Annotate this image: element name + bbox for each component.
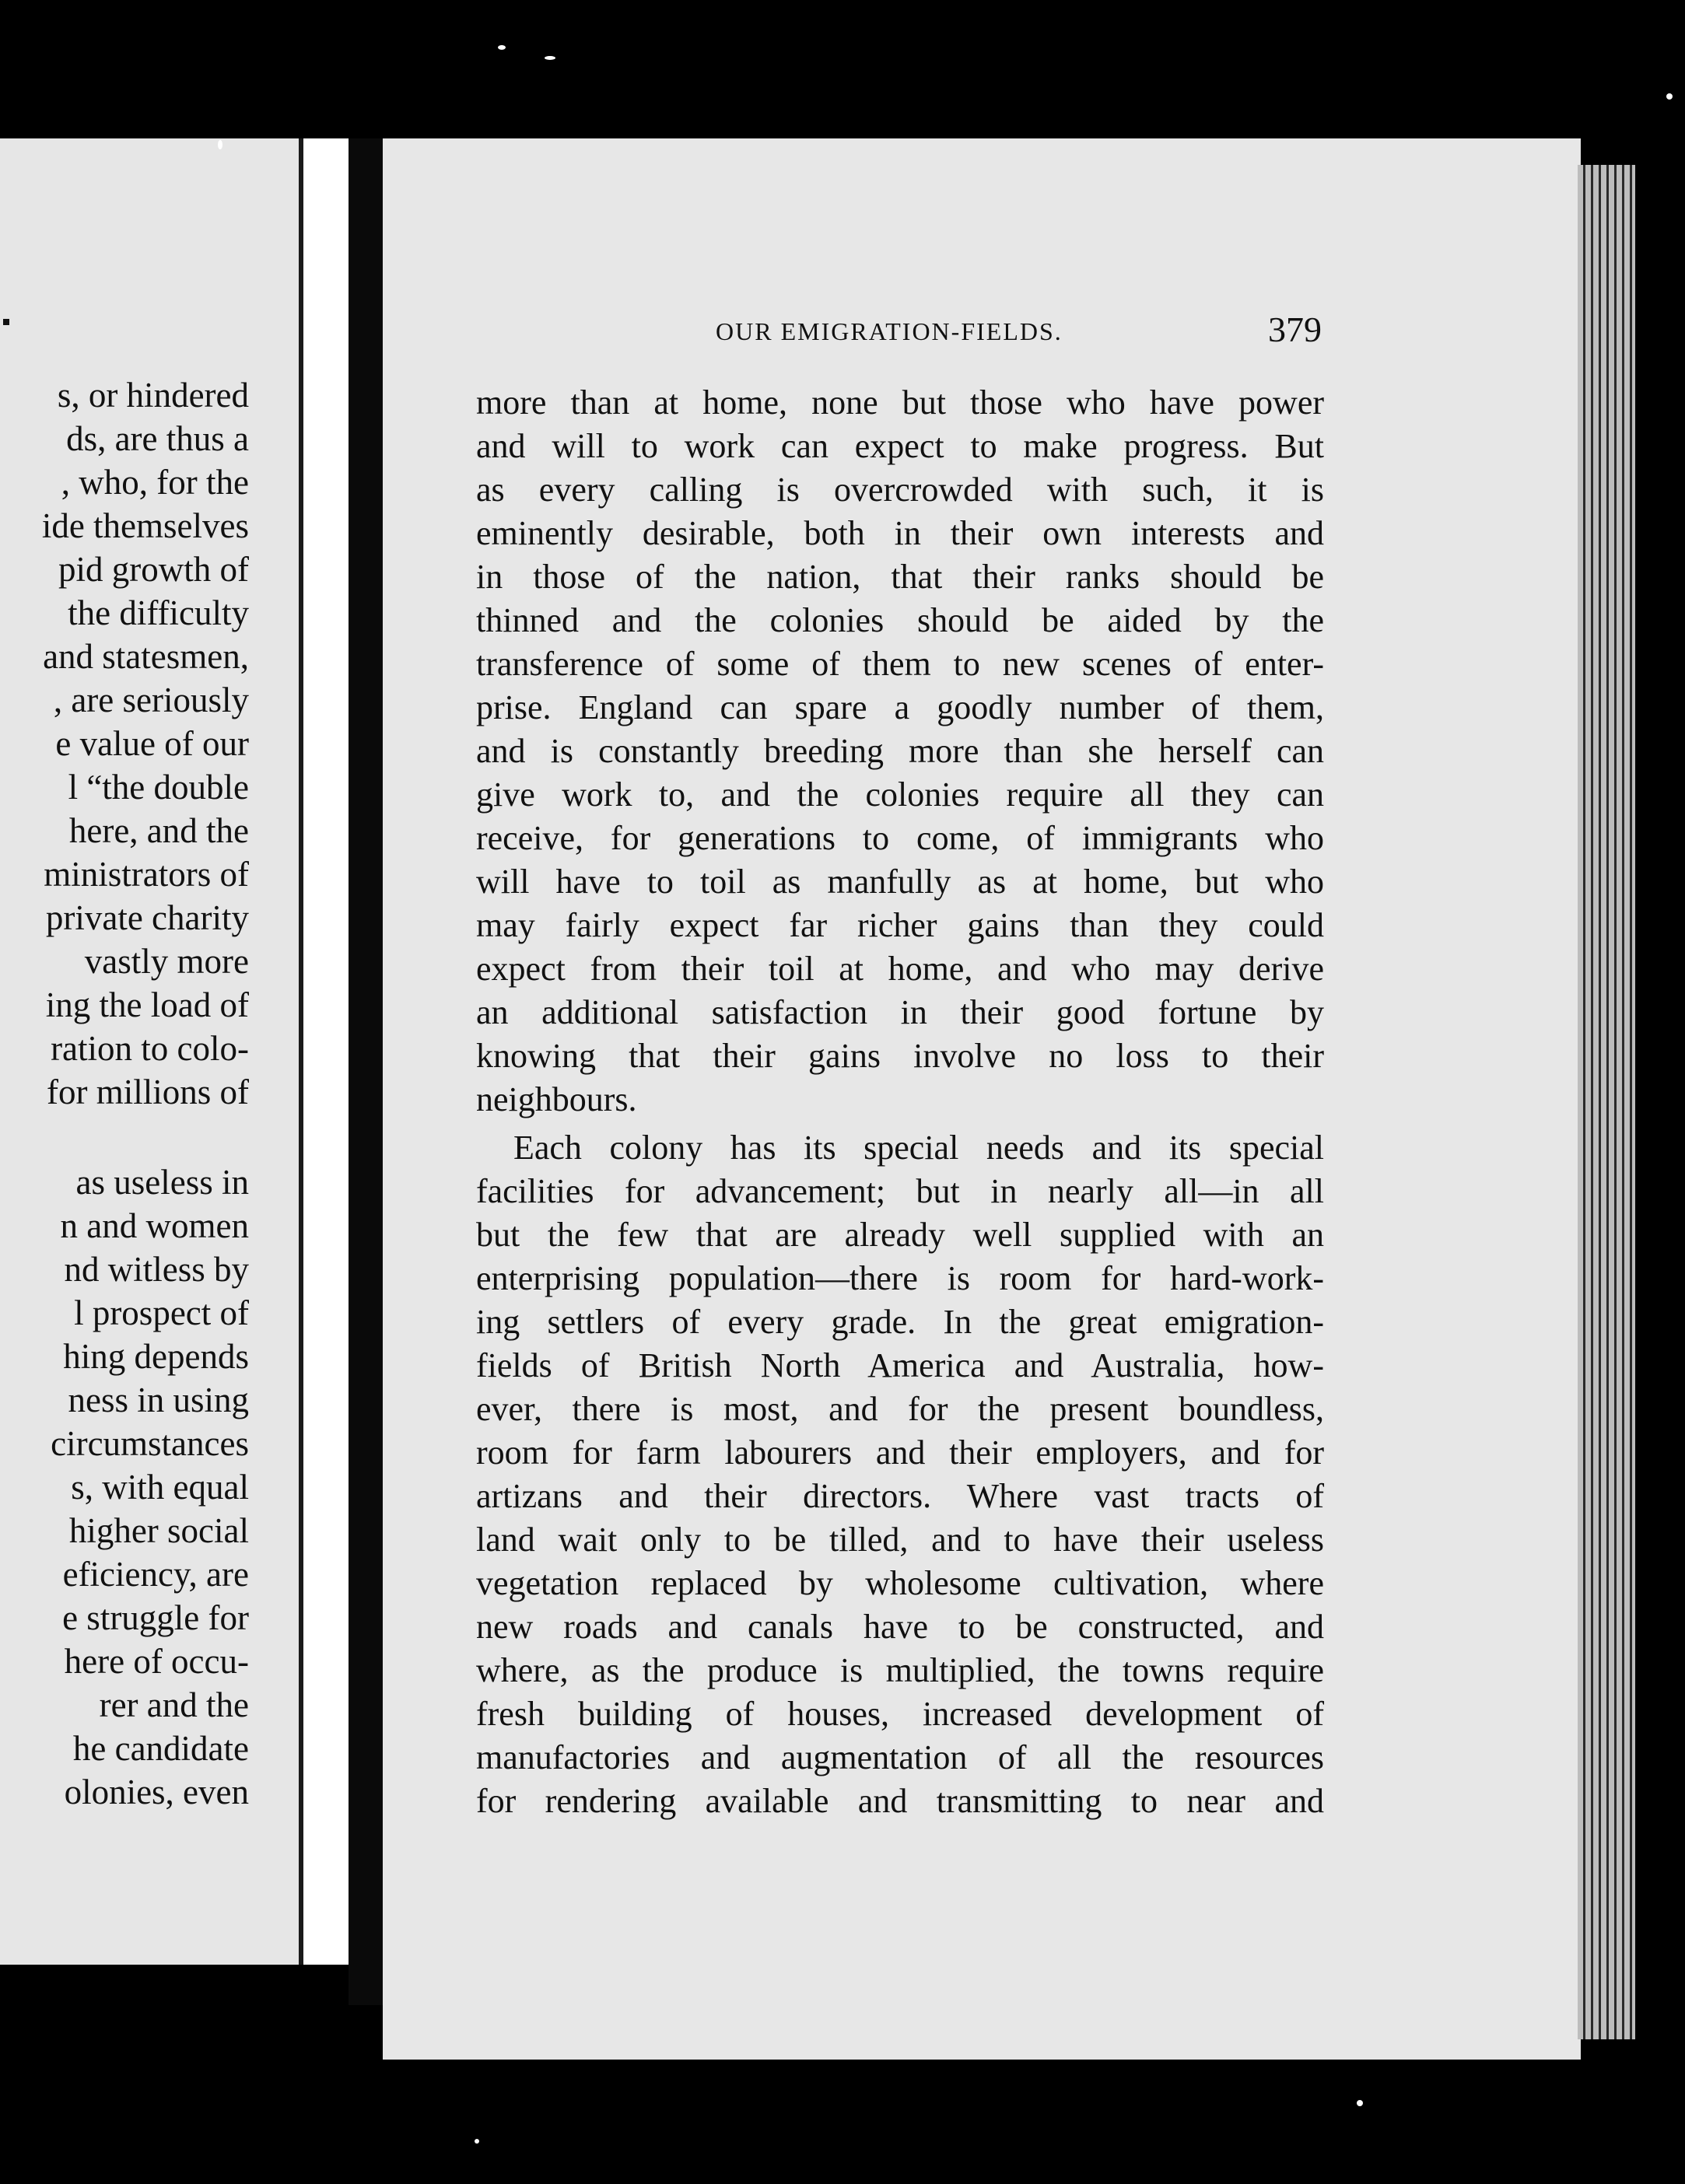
left-line: e value of our [55,724,249,763]
left-line: olonies, even [64,1773,249,1811]
left-line: , are seriously [53,681,249,719]
text-line: expect from their toil at home, and who may derive [476,950,1324,988]
left-line: vastly more [84,942,249,981]
left-line: higher social [68,1511,249,1550]
left-line: pid growth of [58,550,249,589]
running-head: OUR EMIGRATION-FIELDS. [716,317,1063,345]
text-line: ing settlers of every grade. In the great emigration- [476,1303,1324,1341]
text-line: thinned and the colonies should be aided by the [476,601,1324,639]
text-line: enterprising population—there is room for hard-work- [476,1259,1324,1297]
scan-speck [545,56,555,60]
book-gutter [349,138,383,2005]
left-line: eficiency, are [62,1555,249,1594]
text-line: manufactories and augmentation of all the resources [476,1738,1324,1776]
left-line: l prospect of [74,1293,249,1332]
left-line: ing the load of [45,985,249,1024]
left-line: private charity [45,898,249,937]
left-line: rer and the [99,1685,249,1724]
left-line: , who, for the [61,463,249,502]
text-line: more than at home, none but those who have power [476,383,1324,422]
text-line: for rendering available and transmitting to near and [476,1782,1324,1820]
text-line: as every calling is overcrowded with such, it is [476,471,1324,509]
text-line: facilities for advancement; but in nearly all—in all [476,1172,1324,1210]
left-line: hing depends [63,1337,249,1376]
text-line: knowing that their gains involve no loss to their [476,1037,1324,1075]
left-line: l “the double [68,768,249,807]
left-line: the difficulty [68,593,249,632]
text-line: ever, there is most, and for the present boundless, [476,1390,1324,1428]
text-line: give work to, and the colonies require all they can [476,775,1324,814]
text-line: room for farm labourers and their employers, and for [476,1433,1324,1472]
text-line: artizans and their directors. Where vast tracts of [476,1477,1324,1515]
scan-speck [475,2139,479,2144]
left-line: ration to colo- [51,1029,249,1068]
left-line: circumstances [51,1424,249,1463]
left-line: s, with equal [71,1468,249,1507]
text-line: fresh building of houses, increased development of [476,1695,1324,1733]
left-line: and statesmen, [43,637,249,676]
page-number: 379 [1268,310,1322,349]
left-line: n and women [60,1206,249,1245]
text-line: land wait only to be tilled, and to have their useless [476,1521,1324,1559]
text-line: where, as the produce is multiplied, the towns require [476,1651,1324,1689]
text-line: transference of some of them to new scenes of enter- [476,645,1324,683]
text-line: neighbours. [476,1080,637,1118]
text-line: fields of British North America and Australia, how- [476,1346,1324,1384]
text-line: will have to toil as manfully as at home, but who [476,863,1324,901]
left-line: for millions of [47,1073,249,1111]
text-line: but the few that are already well supplied with an [476,1216,1324,1254]
scan-speck [1666,93,1673,100]
paragraph-start-line: Each colony has its special needs and its special [513,1129,1324,1167]
text-line: and is constantly breeding more than she herself can [476,732,1324,770]
text-line: eminently desirable, both in their own interests and [476,514,1324,552]
text-line: receive, for generations to come, of immigrants who [476,819,1324,857]
text-line: an additional satisfaction in their good fortune by [476,993,1324,1031]
text-line: in those of the nation, that their ranks should be [476,558,1324,596]
left-line: ds, are thus a [66,419,249,458]
left-line: ide themselves [41,506,249,545]
text-line: vegetation replaced by wholesome cultivation, where [476,1564,1324,1602]
text-line: may fairly expect far richer gains than they could [476,906,1324,944]
left-line: s, or hindered [57,376,249,415]
page-edges [1578,165,1635,2039]
scan-speck [498,45,506,50]
left-line: ness in using [68,1381,249,1419]
left-line: e struggle for [62,1598,249,1637]
text-line: new roads and canals have to be constructed, and [476,1608,1324,1646]
text-line: and will to work can expect to make progress. But [476,427,1324,465]
left-page [0,138,349,1965]
left-page-mark [3,319,9,325]
text-line: prise. England can spare a goodly number of them, [476,688,1324,726]
scan-speck [1357,2100,1363,2106]
left-page-fold [299,138,349,1965]
scan-speck [218,140,222,149]
left-line: nd witless by [64,1250,249,1289]
left-line: he candidate [72,1729,249,1768]
left-line: here of occu- [64,1642,249,1681]
left-line: as useless in [75,1163,249,1202]
left-line: here, and the [68,811,249,850]
left-line: ministrators of [44,855,249,894]
